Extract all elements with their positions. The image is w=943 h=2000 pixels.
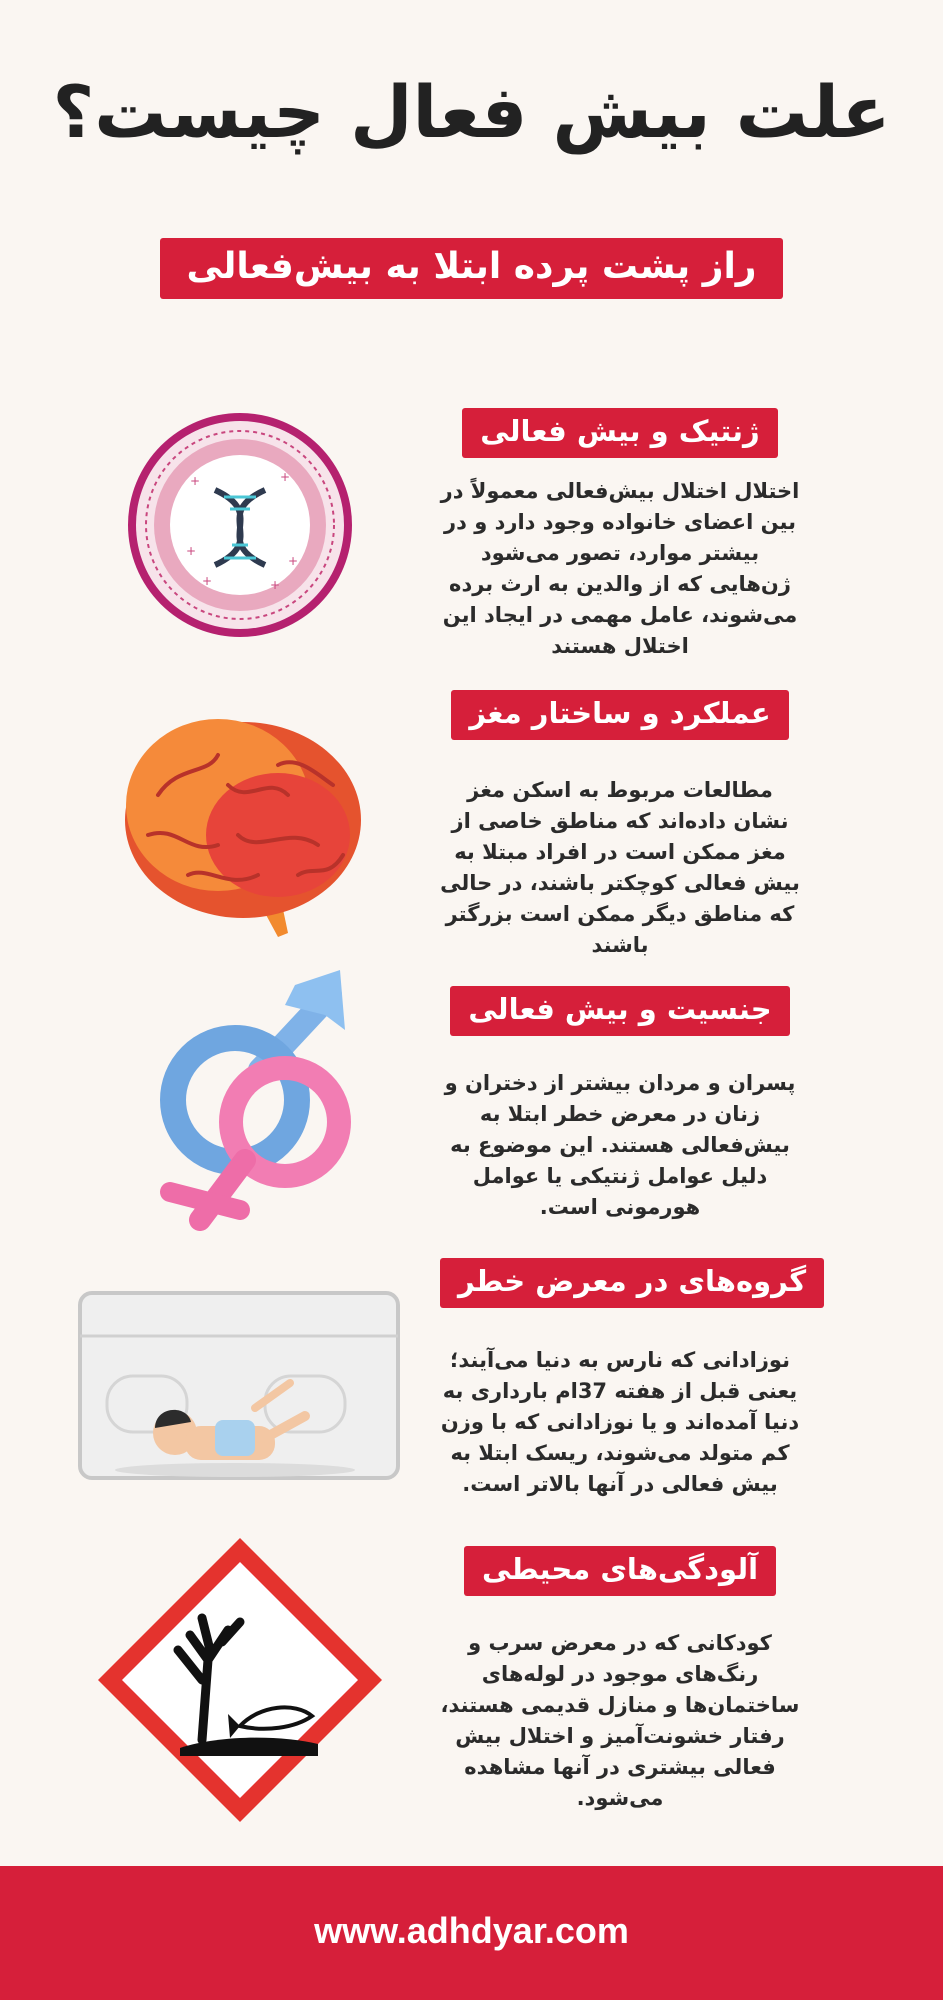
dna-icon: [120, 405, 360, 645]
page-title: علت بیش فعال چیست؟: [52, 70, 891, 154]
section-heading: جنسیت و بیش فعالی: [450, 986, 789, 1036]
website-url[interactable]: www.adhdyar.com: [314, 1910, 629, 1951]
section-body: اختلال اختلال بیش‌فعالی معمولاً در بین اعضای خانواده وجود دارد و در بیشتر موارد، تصور می‌شود ژن‌هایی که از والدین به ارث برده می‌شوند، عامل مهمی در ایجاد این اختلال هستند: [440, 479, 800, 658]
subtitle-banner: [0, 238, 943, 299]
brain-icon: [118, 705, 368, 945]
section-heading: آلودگی‌های محیطی: [464, 1546, 776, 1596]
incubator-baby-icon: [75, 1288, 405, 1483]
svg-text:+: +: [270, 578, 281, 592]
section-body: نوزادانی که نارس به دنیا می‌آیند؛ یعنی قبل از هفته 37ام بارداری به دنیا آمده‌اند و یا نوزادانی که با وزن کم متولد می‌شوند، ریسک ابتلا به بیش فعالی در آنها بالاتر است.: [440, 1348, 800, 1496]
environmental-hazard-icon: [90, 1530, 390, 1830]
footer-bar: [0, 1866, 943, 2000]
svg-text:+: +: [280, 470, 291, 484]
section-heading: ژنتیک و بیش فعالی: [462, 408, 777, 458]
section-body: مطالعات مربوط به اسکن مغز نشان داده‌اند که مناطق خاصی از مغز ممکن است در افراد مبتلا به بیش فعالی کوچکتر باشند، در حالی که مناطق دیگر ممکن است بزرگتر باشند: [440, 778, 800, 957]
gender-symbols-icon: [150, 960, 360, 1240]
svg-text:+: +: [288, 554, 299, 568]
section-heading: گروه‌های در معرض خطر: [440, 1258, 824, 1308]
svg-text:+: +: [202, 574, 213, 588]
section-body: کودکانی که در معرض سرب و رنگ‌های موجود در لوله‌های ساختمان‌ها و منازل قدیمی هستند، رفتار خشونت‌آمیز و اختلال بیش فعالی بیشتری در آنها مشاهده می‌شود.: [440, 1631, 800, 1810]
section-body: پسران و مردان بیشتر از دختران و زنان در معرض خطر ابتلا به بیش‌فعالی هستند. این موضوع به دلیل عوامل ژنتیکی یا عوامل هورمونی است.: [444, 1071, 796, 1219]
svg-text:+: +: [190, 474, 201, 488]
svg-text:+: +: [186, 544, 197, 558]
subtitle-label: راز پشت پرده ابتلا به بیش‌فعالی: [160, 238, 782, 299]
section-heading: عملکرد و ساختار مغز: [451, 690, 788, 740]
